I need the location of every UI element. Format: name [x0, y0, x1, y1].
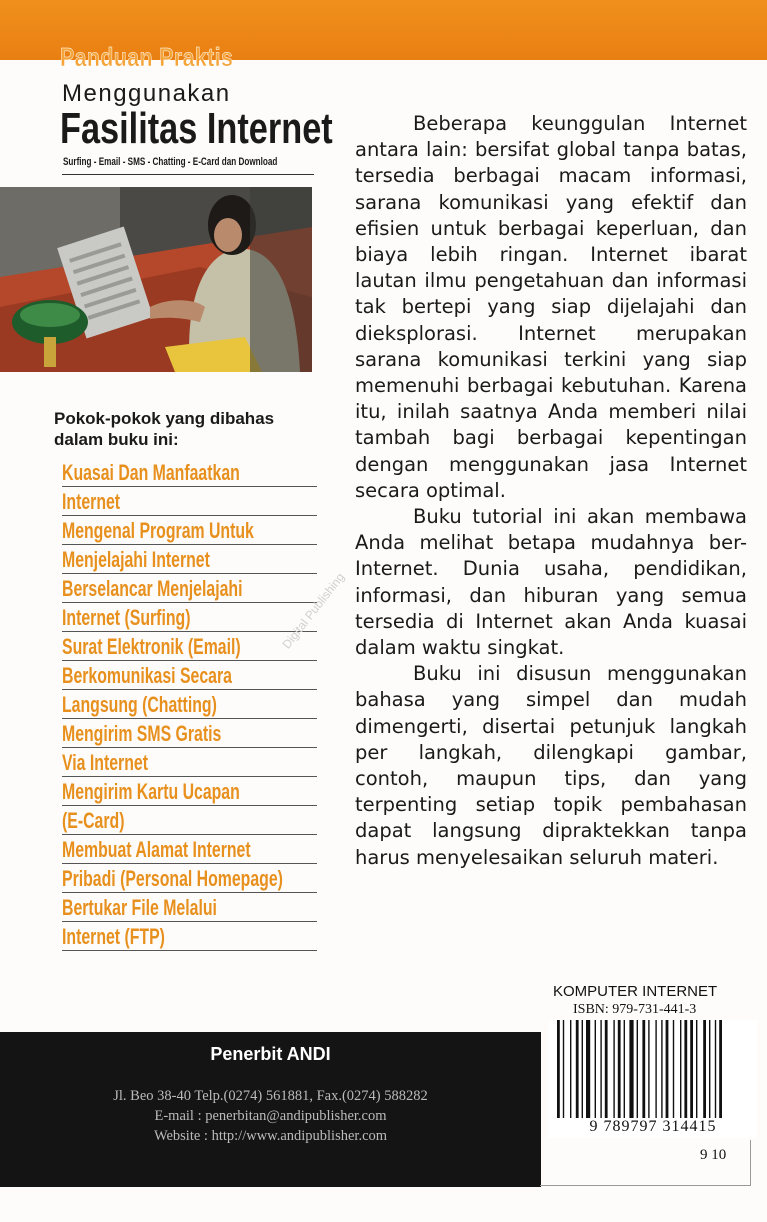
toc-line-text: Berselancar Menjelajahi — [62, 576, 243, 601]
barcode-bar — [586, 1020, 590, 1118]
series-title: Panduan Praktis — [60, 42, 234, 72]
toc-line — [62, 690, 317, 719]
toc-line — [62, 922, 317, 951]
topics-divider — [62, 174, 314, 175]
barcode — [549, 1020, 757, 1138]
blurb-paragraph: Buku ini disusun menggunakan bahasa yang simpel dan mudah dimengerti, disertai petunjuk langkah per langkah, dilengkapi gambar, contoh, maupun tips, dan yang terpenting setiap topik pembahasan dapat langsung dipraktekkan tanpa harus menyelesaikan seluruh materi. — [355, 662, 747, 869]
toc-line — [62, 487, 317, 516]
toc-line — [62, 603, 317, 632]
barcode-bar — [690, 1020, 693, 1118]
barcode-bar — [684, 1020, 687, 1118]
book-title: Fasilitas Internet — [60, 104, 333, 153]
topics-lead: Pokok-pokok yang dibahas dalam buku ini: — [54, 409, 275, 449]
barcode-bar — [618, 1020, 621, 1118]
book-category: KOMPUTER INTERNET — [553, 983, 718, 1000]
toc-line — [62, 661, 317, 690]
office-worker-illustration — [0, 187, 312, 372]
barcode-bar — [557, 1020, 560, 1118]
toc-line — [62, 835, 317, 864]
toc-line — [62, 632, 317, 661]
isbn-number: ISBN: 979-731-441-3 — [573, 1002, 697, 1017]
toc-line — [62, 458, 317, 487]
toc-line-text: (E-Card) — [62, 808, 125, 833]
barcode-bar — [576, 1020, 579, 1118]
barcode-bar — [642, 1020, 645, 1118]
publisher-email: E-mail : penerbitan@andipublisher.com — [154, 1108, 387, 1124]
watermark: Digital Publishing — [279, 570, 348, 652]
toc-line — [62, 777, 317, 806]
publisher-footer — [0, 1032, 541, 1187]
toc-line-text: Mengirim SMS Gratis — [62, 721, 222, 746]
topics-list — [62, 458, 317, 951]
topics-line: Surfing - Email - SMS - Chatting - E-Card dan Download — [63, 156, 278, 168]
toc-line-text: Mengirim Kartu Ucapan — [62, 779, 240, 804]
barcode-bar — [600, 1020, 601, 1118]
toc-line — [62, 864, 317, 893]
toc-line — [62, 893, 317, 922]
publisher-address: Jl. Beo 38-40 Telp.(0274) 561881, Fax.(0274) 588282 — [113, 1088, 428, 1104]
book-subtitle: Menggunakan — [62, 80, 231, 107]
toc-line — [62, 545, 317, 574]
barcode-digits: 9 789797 314415 — [589, 1118, 717, 1135]
barcode-bar — [715, 1020, 716, 1118]
blurb-paragraph: Buku tutorial ini akan membawa Anda melihat betapa mudahnya ber-Internet. Dunia usaha, pendidikan, informasi, dan hiburan yang semua tersedia di Internet akan Anda kuasai dalam waktu singkat. — [355, 505, 747, 660]
barcode-bar — [563, 1020, 564, 1118]
barcode-bar — [680, 1020, 681, 1118]
barcode-bar — [648, 1020, 649, 1118]
toc-line-text: Via Internet — [62, 750, 148, 775]
publisher-name: Penerbit ANDI — [210, 1044, 331, 1064]
barcode-bar — [661, 1020, 662, 1118]
toc-line — [62, 748, 317, 777]
barcode-bar — [673, 1020, 674, 1118]
blurb — [355, 111, 747, 871]
barcode-bar — [613, 1020, 614, 1118]
toc-line-text: Mengenal Program Untuk — [62, 518, 254, 543]
toc-line — [62, 806, 317, 835]
barcode-bar — [570, 1020, 571, 1118]
toc-line-text: Menjelajahi Internet — [62, 547, 210, 572]
barcode-bar — [595, 1020, 596, 1118]
barcode-bar — [655, 1020, 656, 1118]
cover-photo — [0, 187, 312, 372]
toc-line-text: Kuasai Dan Manfaatkan — [62, 460, 240, 485]
toc-line-text: Surat Elektronik (Email) — [62, 634, 241, 659]
toc-line-text: Berkomunikasi Secara — [62, 663, 232, 688]
barcode-bar — [666, 1020, 669, 1118]
toc-line — [62, 516, 317, 545]
toc-line-text: Internet — [62, 489, 121, 514]
publisher-website: Website : http://www.andipublisher.com — [153, 1128, 388, 1144]
price-code: 9 10 — [700, 1147, 727, 1163]
toc-line-text: Internet (Surfing) — [62, 605, 191, 630]
barcode-bar — [696, 1020, 697, 1118]
toc-line-text: Langsung (Chatting) — [62, 692, 217, 717]
barcode-bar — [605, 1020, 608, 1118]
barcode-bar — [719, 1020, 722, 1118]
toc-line-text: Bertukar File Melalui — [62, 895, 217, 920]
toc-line — [62, 574, 317, 603]
barcode-bar — [709, 1020, 710, 1118]
barcode-bar — [624, 1020, 625, 1118]
toc-line-text: Pribadi (Personal Homepage) — [62, 866, 283, 891]
barcode-bar — [582, 1020, 583, 1118]
barcode-bar — [629, 1020, 633, 1118]
toc-line-text: Internet (FTP) — [62, 924, 165, 949]
blurb-paragraph: Beberapa keunggulan Internet antara lain: bersifat global tanpa batas, tersedia berbagai macam informasi, sarana komunikasi yang efektif dan efisien untuk berbagai keperluan, dan biaya lebih ringan. Internet ibarat lautan ilmu pengetahuan dan informasi tak bertepi yang siap dijelajahi dan dieksplorasi. Internet merupakan sarana komunikasi terkini yang siap memenuhi berbagai kebutuhan. Karena itu, inilah saatnya Anda memberi nilai tambah bagi berbagai kepentingan dengan menggunakan jasa Internet secara optimal. — [355, 112, 747, 502]
toc-line-text: Membuat Alamat Internet — [62, 837, 251, 862]
toc-line — [62, 719, 317, 748]
barcode-bar — [637, 1020, 638, 1118]
barcode-bar — [703, 1020, 706, 1118]
barcode-bars — [549, 1020, 757, 1118]
